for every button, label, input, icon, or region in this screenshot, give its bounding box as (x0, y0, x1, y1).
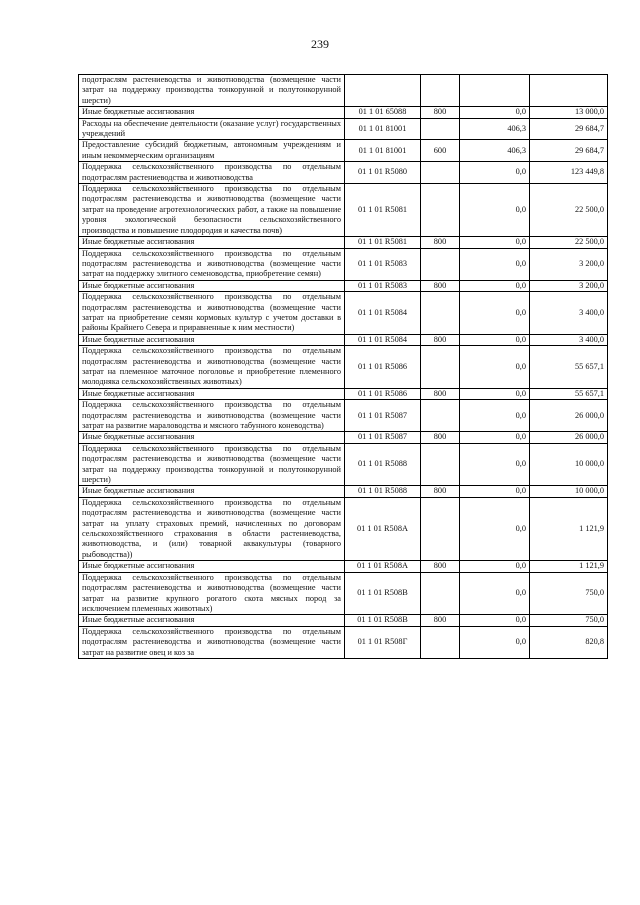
row-name-cell: подотраслям растениеводства и животноводства (возмещение части затрат на поддержку производства тонкорунной и полутонкорунной шерсти) (79, 75, 345, 107)
row-name-cell: Предоставление субсидий бюджетным, автономным учреждениям и иным некоммерческим организациям (79, 140, 345, 162)
amount-2-cell: 10 000,0 (530, 486, 608, 497)
budget-table (78, 74, 608, 659)
amount-1-cell: 0,0 (460, 184, 530, 237)
table-row (79, 572, 608, 615)
amount-1-cell: 0,0 (460, 443, 530, 486)
amount-1-cell: 0,0 (460, 346, 530, 389)
row-name-cell: Поддержка сельскохозяйственного производства по отдельным подотраслям растениеводства и животноводства (возмещение части затрат на развитие мараловодства и мясного табунного коневодства) (79, 400, 345, 432)
amount-2-cell: 1 121,9 (530, 497, 608, 560)
row-name-cell: Иные бюджетные ассигнования (79, 432, 345, 443)
budget-code-cell: 01 1 01 R5087 (345, 432, 421, 443)
table-row (79, 162, 608, 184)
expense-type-cell: 800 (421, 280, 460, 291)
amount-1-cell: 0,0 (460, 432, 530, 443)
budget-code-cell: 01 1 01 R5084 (345, 334, 421, 345)
expense-type-cell (421, 162, 460, 184)
table-row (79, 400, 608, 432)
table-row (79, 486, 608, 497)
amount-1-cell: 0,0 (460, 334, 530, 345)
budget-code-cell: 01 1 01 R508B (345, 572, 421, 615)
page-number: 239 (311, 37, 329, 51)
budget-code-cell: 01 1 01 81001 (345, 140, 421, 162)
expense-type-cell: 800 (421, 388, 460, 399)
budget-code-cell: 01 1 01 R5083 (345, 248, 421, 280)
expense-type-cell: 600 (421, 140, 460, 162)
expense-type-cell: 800 (421, 334, 460, 345)
amount-1-cell: 0,0 (460, 248, 530, 280)
amount-1-cell: 0,0 (460, 615, 530, 626)
amount-2-cell: 55 657,1 (530, 388, 608, 399)
row-name-cell: Иные бюджетные ассигнования (79, 615, 345, 626)
budget-code-cell (345, 75, 421, 107)
table-row (79, 388, 608, 399)
budget-code-cell: 01 1 01 R5080 (345, 162, 421, 184)
row-name-cell: Поддержка сельскохозяйственного производства по отдельным подотраслям растениеводства и животноводства (возмещение части затрат на поддержку элитного семеноводства, приобретение семян) (79, 248, 345, 280)
budget-code-cell: 01 1 01 R508A (345, 497, 421, 560)
expense-type-cell: 800 (421, 561, 460, 572)
expense-type-cell (421, 292, 460, 335)
expense-type-cell (421, 118, 460, 140)
amount-1-cell: 0,0 (460, 400, 530, 432)
table-row (79, 75, 608, 107)
amount-1-cell (460, 75, 530, 107)
amount-1-cell: 406,3 (460, 140, 530, 162)
expense-type-cell: 800 (421, 615, 460, 626)
row-name-cell: Поддержка сельскохозяйственного производства по отдельным подотраслям растениеводства и животноводства (возмещение части затрат на развитие овец и коз за (79, 626, 345, 658)
amount-2-cell: 29 684,7 (530, 140, 608, 162)
budget-code-cell: 01 1 01 R5081 (345, 237, 421, 248)
table-row (79, 626, 608, 658)
row-name-cell: Иные бюджетные ассигнования (79, 280, 345, 291)
amount-2-cell: 3 200,0 (530, 248, 608, 280)
row-name-cell: Поддержка сельскохозяйственного производства по отдельным подотраслям растениеводства и животноводства (79, 162, 345, 184)
budget-code-cell: 01 1 01 R5086 (345, 346, 421, 389)
amount-2-cell: 22 500,0 (530, 184, 608, 237)
row-name-cell: Поддержка сельскохозяйственного производства по отдельным подотраслям растениеводства и животноводства (возмещение части затрат на поддержку производства тонкорунной и полутонкорунной шерсти) (79, 443, 345, 486)
amount-2-cell: 123 449,8 (530, 162, 608, 184)
budget-code-cell: 01 1 01 R508A (345, 561, 421, 572)
table-row (79, 497, 608, 560)
row-name-cell: Иные бюджетные ассигнования (79, 237, 345, 248)
amount-2-cell: 26 000,0 (530, 400, 608, 432)
row-name-cell: Поддержка сельскохозяйственного производства по отдельным подотраслям растениеводства и животноводства (возмещение части затрат на приобретение семян кормовых культур с учетом доставки в районы Крайнего Севера и приравненные к ним местности) (79, 292, 345, 335)
expense-type-cell (421, 497, 460, 560)
budget-code-cell: 01 1 01 R5088 (345, 443, 421, 486)
expense-type-cell (421, 184, 460, 237)
amount-1-cell: 0,0 (460, 388, 530, 399)
table-row (79, 432, 608, 443)
table-row (79, 561, 608, 572)
row-name-cell: Поддержка сельскохозяйственного производства по отдельным подотраслям растениеводства и животноводства (возмещение части затрат на развитие крупного рогатого скота мясных пород за исключением племенных животных) (79, 572, 345, 615)
expense-type-cell (421, 400, 460, 432)
row-name-cell: Иные бюджетные ассигнования (79, 334, 345, 345)
amount-2-cell: 26 000,0 (530, 432, 608, 443)
amount-1-cell: 0,0 (460, 497, 530, 560)
amount-2-cell: 750,0 (530, 572, 608, 615)
budget-code-cell: 01 1 01 R5088 (345, 486, 421, 497)
budget-code-cell: 01 1 01 R508Г (345, 626, 421, 658)
table-row (79, 118, 608, 140)
table-row (79, 280, 608, 291)
table-row (79, 346, 608, 389)
table-row (79, 334, 608, 345)
row-name-cell: Поддержка сельскохозяйственного производства по отдельным подотраслям растениеводства и животноводства (возмещение части затрат на уплату страховых премий, начисленных по договорам сельскохозяйственного страхования в области растениеводства, животноводства, и (или) товарной аквакультуры (товарного рыбоводства)) (79, 497, 345, 560)
row-name-cell: Поддержка сельскохозяйственного производства по отдельным подотраслям растениеводства и животноводства (возмещение части затрат на племенное маточное поголовье и приобретение племенного молодняка сельскохозяйственных животных) (79, 346, 345, 389)
amount-2-cell: 10 000,0 (530, 443, 608, 486)
amount-2-cell (530, 75, 608, 107)
expense-type-cell (421, 572, 460, 615)
amount-1-cell: 0,0 (460, 572, 530, 615)
row-name-cell: Иные бюджетные ассигнования (79, 486, 345, 497)
budget-code-cell: 01 1 01 R5087 (345, 400, 421, 432)
table-row (79, 107, 608, 118)
expense-type-cell: 800 (421, 237, 460, 248)
amount-1-cell: 0,0 (460, 626, 530, 658)
table-row (79, 443, 608, 486)
amount-1-cell: 0,0 (460, 107, 530, 118)
budget-code-cell: 01 1 01 R5084 (345, 292, 421, 335)
row-name-cell: Иные бюджетные ассигнования (79, 388, 345, 399)
expense-type-cell: 800 (421, 486, 460, 497)
expense-type-cell (421, 75, 460, 107)
row-name-cell: Иные бюджетные ассигнования (79, 561, 345, 572)
table-row (79, 184, 608, 237)
amount-1-cell: 0,0 (460, 280, 530, 291)
amount-2-cell: 750,0 (530, 615, 608, 626)
budget-code-cell: 01 1 01 65088 (345, 107, 421, 118)
amount-2-cell: 3 400,0 (530, 334, 608, 345)
budget-code-cell: 01 1 01 R5081 (345, 184, 421, 237)
amount-2-cell: 22 500,0 (530, 237, 608, 248)
budget-code-cell: 01 1 01 R5083 (345, 280, 421, 291)
table-row (79, 237, 608, 248)
row-name-cell: Поддержка сельскохозяйственного производства по отдельным подотраслям растениеводства и животноводства (возмещение части затрат на проведение агротехнологических работ, а также на повышение уровня экологической безопасности сельскохозяйственного производства и повышение плодородия и качества почв) (79, 184, 345, 237)
expense-type-cell (421, 248, 460, 280)
expense-type-cell (421, 346, 460, 389)
row-name-cell: Расходы на обеспечение деятельности (оказание услуг) государственных учреждений (79, 118, 345, 140)
expense-type-cell (421, 443, 460, 486)
expense-type-cell (421, 626, 460, 658)
amount-1-cell: 406,3 (460, 118, 530, 140)
amount-2-cell: 3 400,0 (530, 292, 608, 335)
amount-2-cell: 29 684,7 (530, 118, 608, 140)
expense-type-cell: 800 (421, 432, 460, 443)
amount-2-cell: 55 657,1 (530, 346, 608, 389)
table-row (79, 140, 608, 162)
row-name-cell: Иные бюджетные ассигнования (79, 107, 345, 118)
amount-1-cell: 0,0 (460, 561, 530, 572)
budget-code-cell: 01 1 01 R5086 (345, 388, 421, 399)
amount-2-cell: 820,8 (530, 626, 608, 658)
amount-1-cell: 0,0 (460, 162, 530, 184)
budget-code-cell: 01 1 01 R508B (345, 615, 421, 626)
amount-1-cell: 0,0 (460, 292, 530, 335)
amount-2-cell: 13 000,0 (530, 107, 608, 118)
amount-1-cell: 0,0 (460, 237, 530, 248)
amount-2-cell: 3 200,0 (530, 280, 608, 291)
table-row (79, 292, 608, 335)
table-row (79, 248, 608, 280)
amount-2-cell: 1 121,9 (530, 561, 608, 572)
budget-code-cell: 01 1 01 81001 (345, 118, 421, 140)
expense-type-cell: 800 (421, 107, 460, 118)
amount-1-cell: 0,0 (460, 486, 530, 497)
table-row (79, 615, 608, 626)
